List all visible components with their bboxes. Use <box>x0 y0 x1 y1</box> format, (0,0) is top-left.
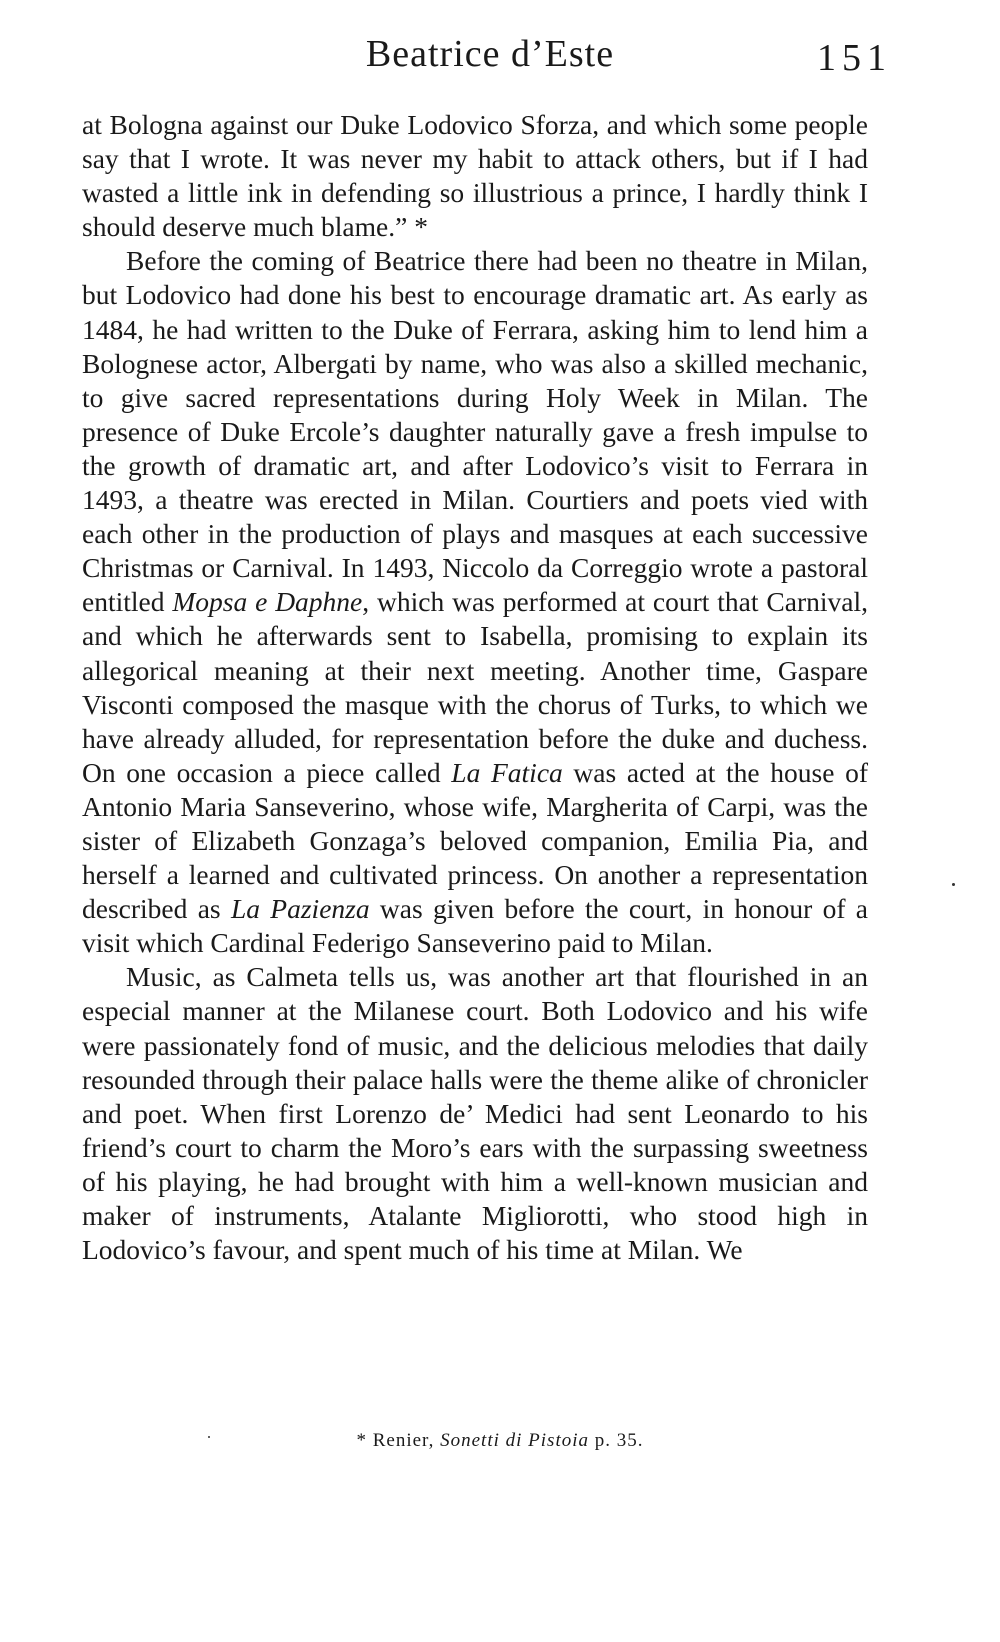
running-title: Beatrice d’Este <box>365 33 615 75</box>
paragraph-1 <box>82 108 868 244</box>
paragraph-2-text-d: was given before the court, in honour of a visit which Cardinal Federigo Sanseverino paid to Milan. <box>82 893 869 959</box>
footnote-work: Sonetti di Pistoia <box>440 1430 590 1451</box>
paragraph-1-text: at Bologna against our Duke Lodovico Sforza, and which some people say that I wrote. It was never my habit to attack others, but if I had wasted a little ink in defending so illustrious a prince, I hardly think I should deserve much blame.” * <box>82 109 868 243</box>
footnote-speck <box>208 1436 210 1438</box>
paragraph-2-text-a: Before the coming of Beatrice there had been no theatre in Milan, but Lodovico had done his best to encourage dramatic art. As early as 1484, he had written to the Duke of Ferrara, asking him to lend him a Bolognese actor, Albergati by name, who was also a skilled mechanic, to give sacred representations during Holy Week in Milan. The presence of Duke Ercole’s daughter naturally gave a fresh impulse to the growth of dramatic art, and after Lodovico’s visit to Ferrara in 1493, a theatre was erected in Milan. Courtiers and poets vied with each other in the production of plays and masques at each successive Christmas or Carnival. In 1493, Niccolo da Correggio wrote a pastoral entitled <box>82 245 868 618</box>
footnote <box>0 1430 1000 1452</box>
paragraph-3 <box>82 960 868 1267</box>
play-title-la-fatica: La Fatica <box>451 756 563 788</box>
footnote-page-ref: p. 35. <box>594 1430 644 1451</box>
footnote-author: Renier, <box>372 1430 435 1451</box>
paragraph-2-text-c: was acted at the house of Antonio Maria Sanseverino, whose wife, Margherita of Carpi, was the sister of Elizabeth Gonzaga’s beloved companion, Emilia Pia, and herself a learned and cultivated princess. On another a representation described as <box>82 756 868 925</box>
play-title-la-pazienza: La Pazienza <box>230 893 370 925</box>
play-title-mopsa-e-daphne: Mopsa e Daphne <box>172 586 363 618</box>
margin-speck <box>952 883 955 886</box>
footnote-marker: * <box>356 1430 367 1451</box>
paragraph-3-text: Music, as Calmeta tells us, was another art that flourished in an especial manner at the Milanese court. Both Lodovico and his wife were passionately fond of music, and the delicious melodies that daily resounded through their palace halls were the theme alike of chronicler and poet. When first Lorenzo de’ Medici had sent Leonardo to his friend’s court to charm the Moro’s ears with the surpassing sweetness of his playing, he had brought with him a well-known musician and maker of instruments, Atalante Migliorotti, who stood high in Lodovico’s favour, and spent much of his time at Milan. We <box>82 961 868 1266</box>
paragraph-2 <box>82 244 868 960</box>
page-number: 151 <box>817 37 892 79</box>
body-text <box>82 108 868 1267</box>
paragraph-2-text-b: , which was performed at court that Carnival, and which he afterwards sent to Isabella, promising to explain its allegorical meaning at their next meeting. Another time, Gaspare Visconti composed the masque with the chorus of Turks, to which we have already alluded, for representation before the duke and duchess. On one occasion a piece called <box>82 586 868 788</box>
running-head <box>80 26 900 86</box>
